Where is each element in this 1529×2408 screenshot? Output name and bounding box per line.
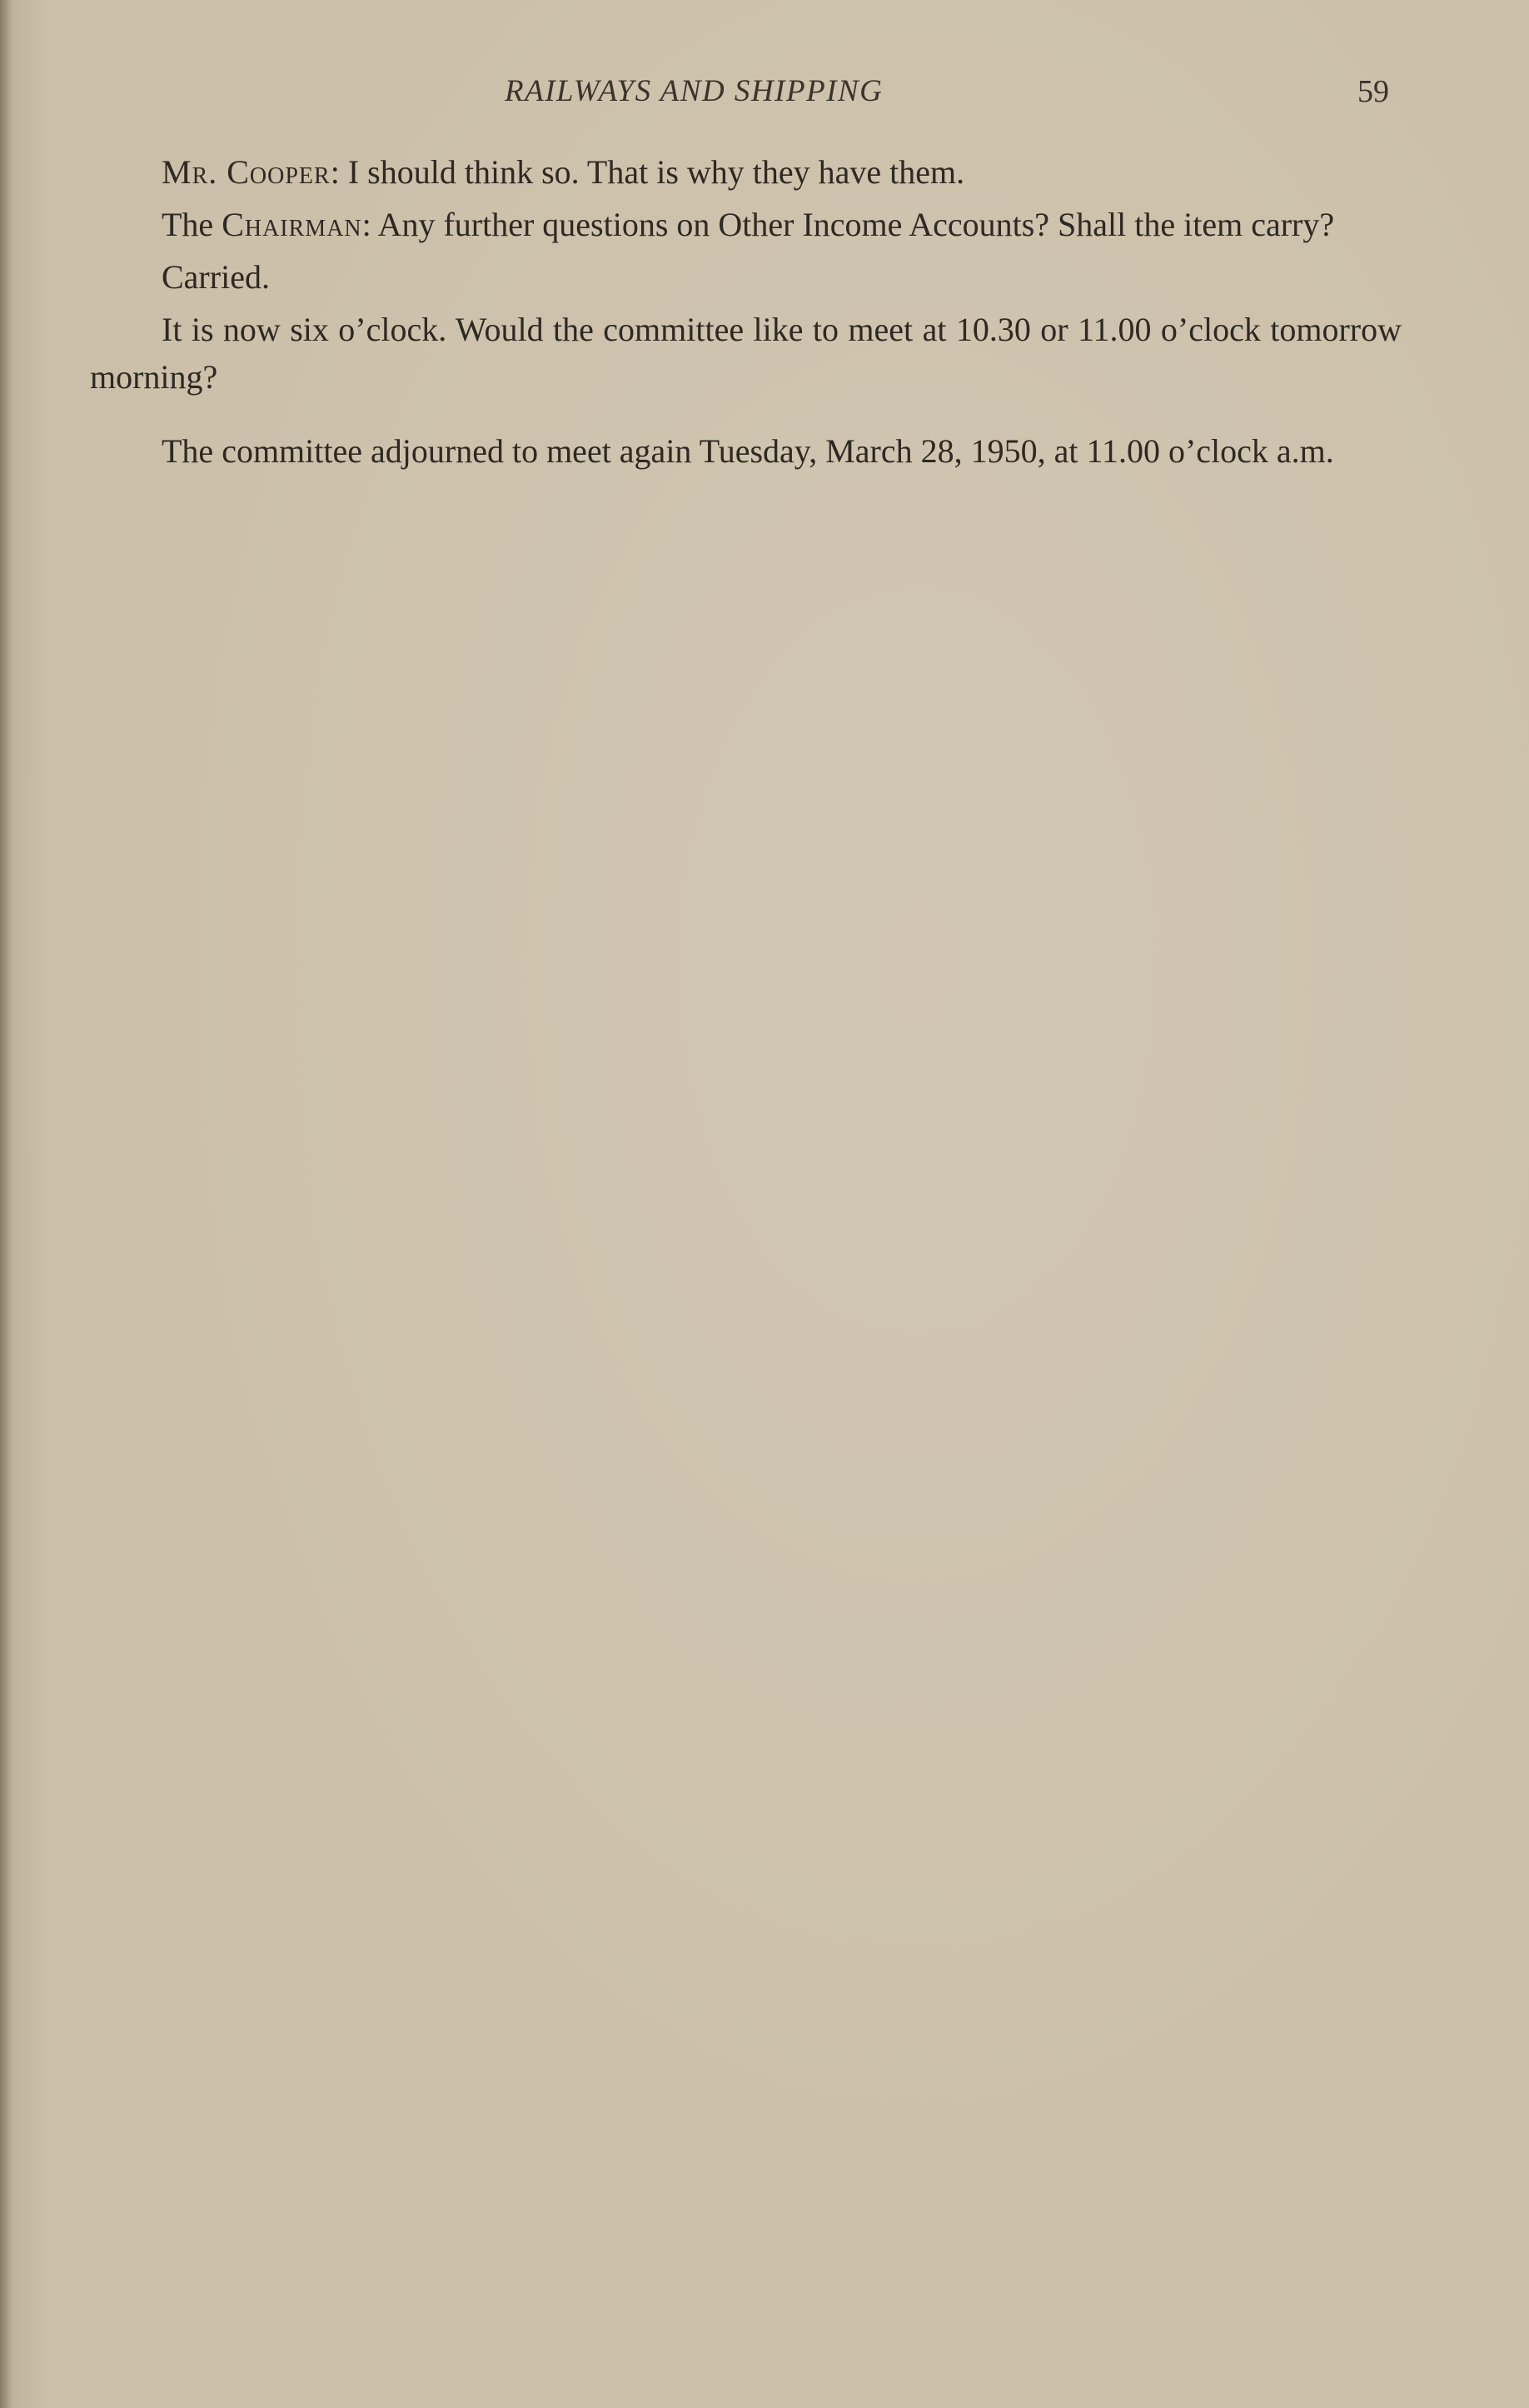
paragraph-chairman: [90, 201, 1402, 248]
speaker-name: Mr. Cooper: [162, 153, 331, 191]
page-number: 59: [1357, 74, 1389, 109]
paragraph-six-oclock: [90, 306, 1402, 401]
speaker-prefix: The: [162, 206, 222, 243]
paragraph-text: Carried.: [162, 258, 270, 296]
paragraph-text: I should think so. That is why they have them.: [347, 153, 965, 191]
speaker-separator: :: [330, 153, 348, 191]
running-title: RAILWAYS AND SHIPPING: [505, 74, 884, 108]
speaker-name: Chairman: [222, 206, 362, 243]
paragraph-carried: [90, 253, 1402, 301]
paragraph-text: It is now six o’clock. Would the committee like to meet at 10.30 or 11.00 o’clock tomorrow morning?: [90, 311, 1402, 396]
paragraph-adjourned: [90, 427, 1402, 475]
paragraph-text: Any further questions on Other Income Accounts? Shall the item carry?: [377, 206, 1335, 243]
running-header: [0, 73, 1529, 113]
paragraph-text: The committee adjourned to meet again Tuesday, March 28, 1950, at 11.00 o’clock a.m.: [162, 432, 1334, 470]
page-binding-shadow: [0, 0, 12, 2408]
speaker-separator: :: [361, 206, 378, 243]
paragraph-cooper: [90, 148, 1402, 196]
body-text: [90, 148, 1402, 480]
